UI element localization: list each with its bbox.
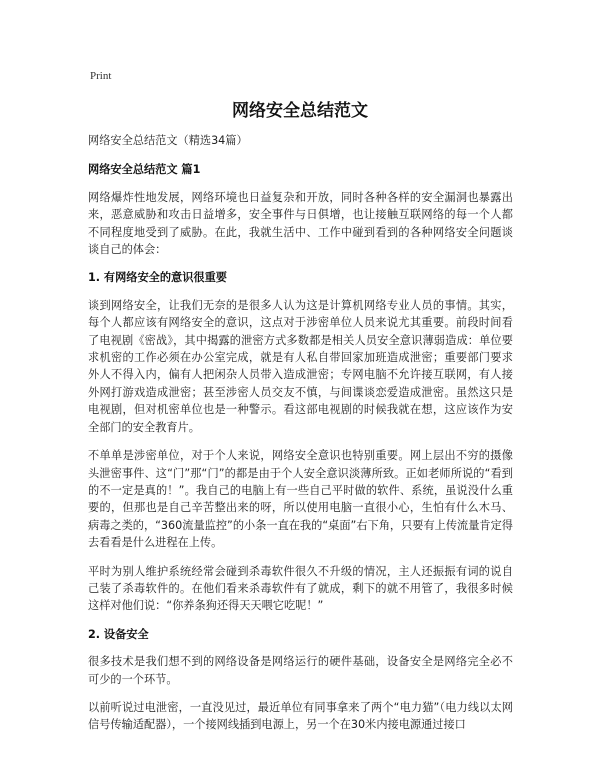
document-subtitle: 网络安全总结范文（精选34篇）	[88, 134, 248, 147]
section-heading: 1. 有网络安全的意识很重要	[88, 271, 227, 285]
document-body	[88, 132, 513, 745]
paragraph: 很多技术是我们想不到的网络设备是网络运行的硬件基础，设备安全是网络完全必不可少的一个环节。	[88, 655, 513, 686]
paragraph: 谈到网络安全，让我们无奈的是很多人认为这是计算机网络专业人员的事情。其实，每个人都应该有网络安全的意识，这点对于涉密单位人员来说尤其重要。前段时间看了电视剧《密战》，其中揭露的泄密方式多数都是相关人员安全意识薄弱造成：单位要求机密的工作必须在办公室完成，就是有人私自带回家加班造成泄密；重要部门要求外人不得入内，偏有人把闲杂人员带入造成泄密；专网电脑不允许接互联网，有人接外网打游戏造成泄密；甚至涉密人员交友不慎，与间谍谈恋爱造成泄密。虽然这只是电视剧，但对机密单位也是一种警示。看这部电视剧的时候我就在想，这应该作为安全部门的安全教育片。	[88, 298, 513, 434]
page-title: 网络安全总结范文	[232, 101, 368, 121]
paragraph: 平时为别人维护系统经常会碰到杀毒软件很久不升级的情况，主人还振振有词的说自己装了杀毒软件的。在他们看来杀毒软件有了就成，剩下的就不用管了，我很多时候这样对他们说：“你养条狗还得天天喂它吃呢！”	[88, 564, 513, 613]
paragraph: 以前听说过电泄密，一直没见过，最近单位有同事拿来了两个“电力猫”（电力线以太网信号传输适配器），一个接网线插到电源上，另一个在30米内接电源通过接口	[88, 700, 513, 732]
section-heading: 网络安全总结范文 篇1	[88, 163, 201, 177]
paragraph: 不单单是涉密单位，对于个人来说，网络安全意识也特别重要。网上层出不穷的摄像头泄密事件、这“门”那“门”的都是由于个人安全意识淡薄所致。正如老师所说的“看到的不一定是真的！”。我自己的电脑上有一些自己平时做的软件、系统，虽说没什么重要的，但那也是自己辛苦整出来的呀，所以使用电脑一直很小心，生怕有什么木马、病毒之类的，“360流量监控”的小条一直在我的“桌面”右下角，只要有上传流量肯定得去看看是什么进程在上传。	[88, 449, 513, 550]
paragraph: 网络爆炸性地发展，网络环境也日益复杂和开放，同时各种各样的安全漏洞也暴露出来，恶意威胁和攻击日益增多，安全事件与日俱增，也让接触互联网络的每一个人都不同程度地受到了威胁。在此，我就生活中、工作中碰到看到的各种网络安全问题谈谈自己的体会：	[88, 190, 513, 257]
print-label: Print	[90, 70, 112, 82]
section-heading: 2. 设备安全	[88, 627, 149, 641]
